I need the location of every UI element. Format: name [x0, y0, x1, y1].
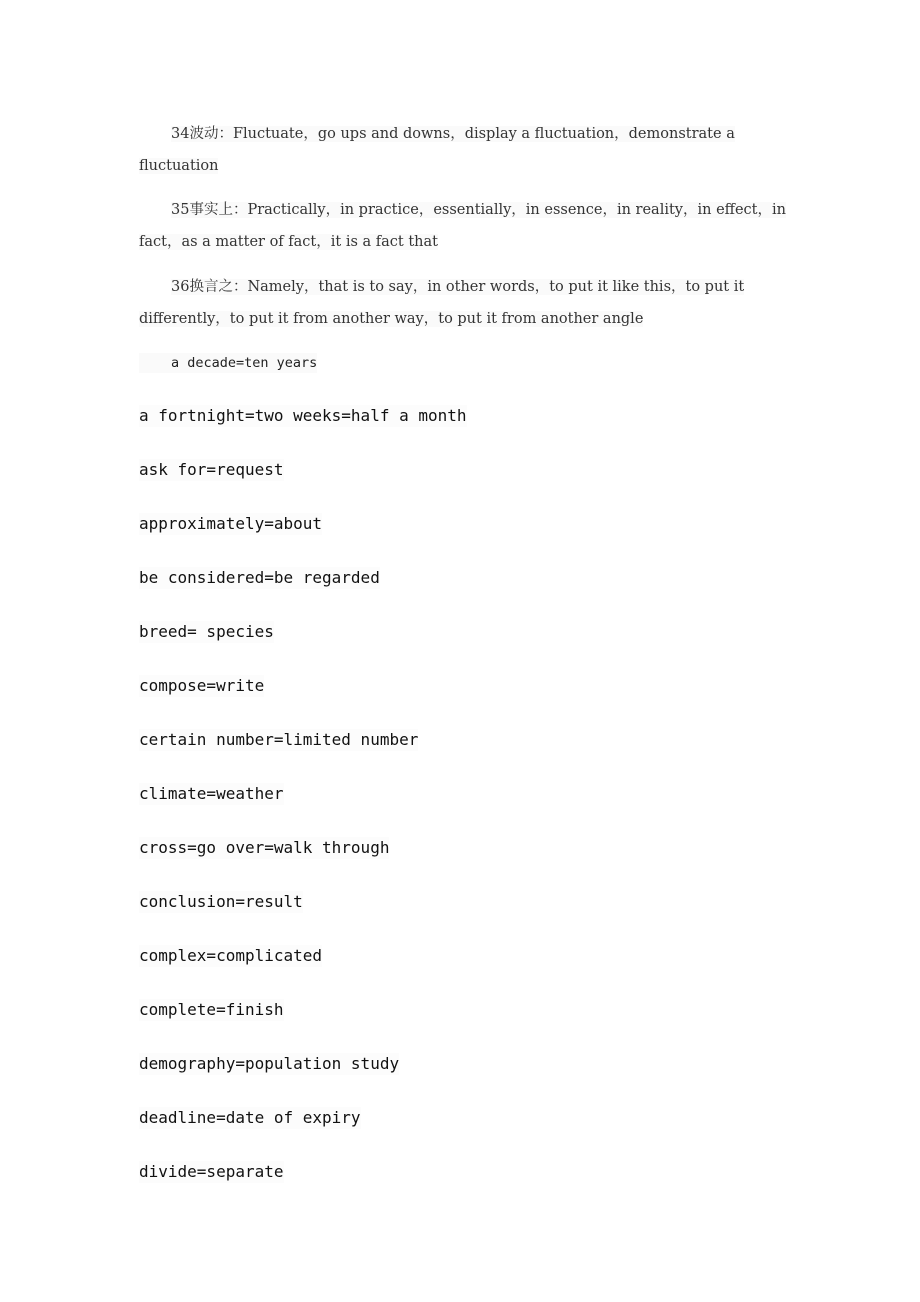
decade-line	[139, 353, 317, 373]
decade-text: a decade=ten years	[171, 355, 318, 371]
list-item: certain number=limited number	[139, 730, 419, 749]
paragraph-fluctuate	[139, 118, 811, 182]
paragraph-text: 35事实上：Practically，in practice，essentially，in essence，in reality，in effect，in fact，as a matter of fact，it is a fact that	[139, 202, 786, 250]
list-item: complex=complicated	[139, 946, 323, 965]
list-item: a fortnight=two weeks=half a month	[139, 406, 467, 425]
list-item: approximately=about	[139, 514, 323, 533]
list-item: divide=separate	[139, 1162, 284, 1181]
paragraph-text: 34波动：Fluctuate，go ups and downs，display a fluctuation，demonstrate a fluctuation	[139, 126, 735, 174]
list-item: demography=population study	[139, 1054, 400, 1073]
list-item: breed= species	[139, 622, 274, 641]
paragraph-practically	[139, 194, 811, 258]
list-item: compose=write	[139, 676, 265, 695]
list-item: deadline=date of expiry	[139, 1108, 361, 1127]
list-item: be considered=be regarded	[139, 568, 380, 587]
list-item: ask for=request	[139, 460, 284, 479]
list-item: cross=go over=walk through	[139, 838, 390, 857]
list-item: climate=weather	[139, 784, 284, 803]
paragraph-text: 36换言之：Namely，that is to say，in other words，to put it like this，to put it differently，to put it from another way，to put it from another angle	[139, 279, 745, 327]
paragraph-namely	[139, 271, 811, 335]
list-item: conclusion=result	[139, 892, 303, 911]
list-item: complete=finish	[139, 1000, 284, 1019]
